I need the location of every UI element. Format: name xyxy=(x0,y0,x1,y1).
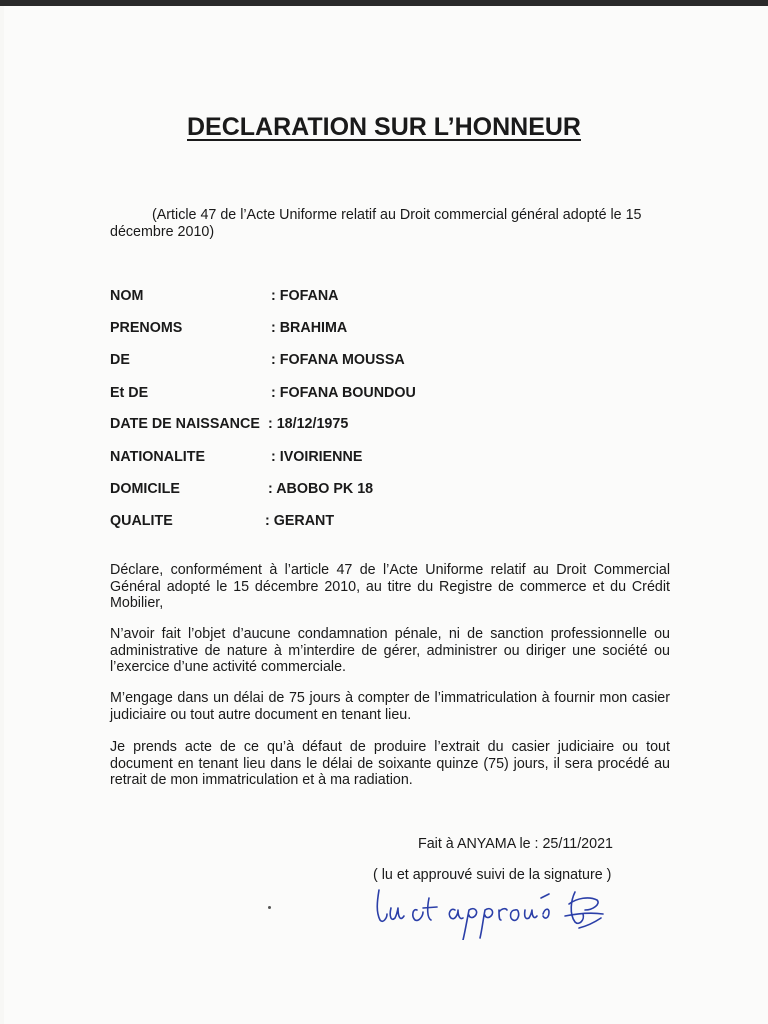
field-value-date-naissance: : 18/12/1975 xyxy=(268,416,349,432)
paragraph-prise-acte: Je prends acte de ce qu’à défaut de produire l’extrait du casier judiciaire ou tout document en tenant lieu dans le délai de soixante quinze (75) jours, il sera procédé au retrait de mon immatriculation et à ma radiation. xyxy=(110,739,670,788)
paragraph-engagement: M’engage dans un délai de 75 jours à compter de l’immatriculation à fournir mon casier judiciaire ou tout autre document en tenant lieu. xyxy=(110,690,670,723)
field-label-prenoms: PRENOMS xyxy=(110,320,183,336)
field-label-nationalite: NATIONALITE xyxy=(110,449,206,465)
paragraph-declare: Déclare, conformément à l’article 47 de l’Acte Uniforme relatif au Droit Commercial Général adopté le 15 décembre 2010, au titre du Registre de commerce et du Crédit Mobilier, xyxy=(110,562,670,611)
field-value-prenoms: : BRAHIMA xyxy=(271,320,348,336)
field-value-de: : FOFANA MOUSSA xyxy=(271,352,405,368)
article-reference: (Article 47 de l’Acte Uniforme relatif au Droit commercial général adopté le 15 décembre 2010) xyxy=(110,207,642,240)
lu-approuve-note: ( lu et approuvé suivi de la signature ) xyxy=(373,867,612,883)
field-value-domicile: : ABOBO PK 18 xyxy=(268,481,374,497)
document-title: DECLARATION SUR L’HONNEUR xyxy=(187,113,581,141)
field-value-qualite: : GERANT xyxy=(265,513,335,529)
field-value-nationalite: : IVOIRIENNE xyxy=(271,449,363,465)
fait-a-date: Fait à ANYAMA le : 25/11/2021 xyxy=(418,836,613,852)
field-label-date-naissance: DATE DE NAISSANCE xyxy=(110,416,260,432)
field-label-nom: NOM xyxy=(110,288,144,304)
field-value-et-de: : FOFANA BOUNDOU xyxy=(271,385,416,401)
scan-speck xyxy=(268,906,271,909)
handwritten-signature xyxy=(365,880,625,940)
paragraph-condamnation: N’avoir fait l’objet d’aucune condamnation pénale, ni de sanction professionnelle ou administrative de nature à m’interdire de gérer, administrer ou diriger une société ou l’exercice d’une activité commerciale. xyxy=(110,626,670,675)
field-label-de: DE xyxy=(110,352,130,368)
field-label-et-de: Et DE xyxy=(110,385,149,401)
field-value-nom: : FOFANA xyxy=(271,288,339,304)
field-label-domicile: DOMICILE xyxy=(110,481,180,497)
field-label-qualite: QUALITE xyxy=(110,513,173,529)
